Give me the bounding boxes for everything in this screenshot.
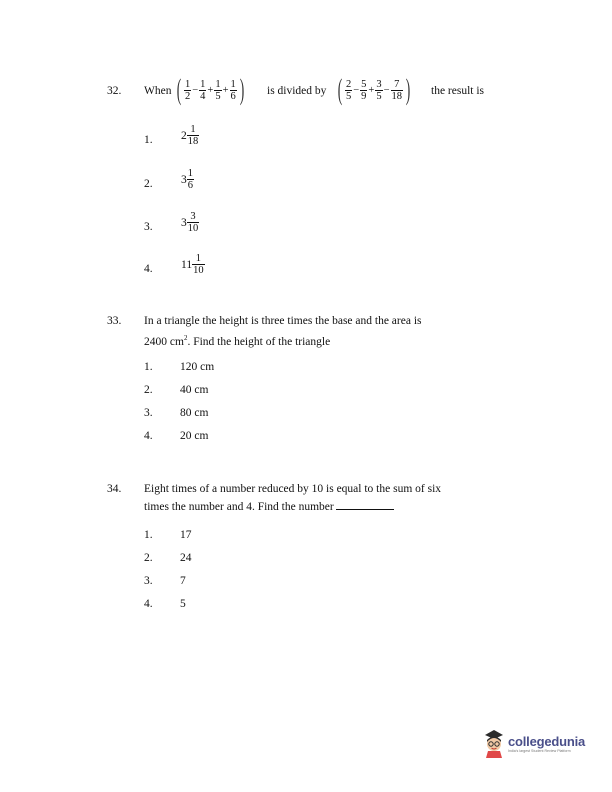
q33-text-line-1: In a triangle the height is three times the base and the area is [144,315,422,327]
fraction: $\frac{1}{6}$ [230,78,236,102]
collegedunia-logo [482,728,585,758]
q34-option-text: 5 [180,598,186,610]
fraction: $\frac{7}{18}$ [391,78,403,102]
q33-option-text: 40 cm [180,384,209,396]
fraction: $\frac{3}{5}$ [376,78,382,102]
q33-option-number: 4. [144,430,153,442]
right-paren: ) [239,73,245,106]
q33-number: 33. [107,315,122,327]
fraction: $\frac{1}{2}$ [185,78,191,102]
q32-expression-2 [335,73,413,106]
fraction: $\frac{1}{5}$ [215,78,221,102]
operator: − [383,84,390,96]
q33-option-number: 2. [144,384,153,396]
operator: − [192,84,199,96]
logo-wordmark: collegedunia [508,733,586,749]
operator: + [368,84,375,96]
q32-option-number: 2. [144,178,153,190]
q32-result-is: the result is [431,85,485,97]
left-paren: ( [176,73,182,106]
fraction: $\frac{5}{9}$ [361,78,367,102]
q33-option-number: 3. [144,407,153,419]
q33-option-number: 1. [144,361,153,373]
operator: − [353,84,360,96]
q32-number: 32. [107,85,122,97]
q32-option-4-value: 11 $\frac{1}{10}$ [181,253,204,276]
q33-option-text: 80 cm [180,407,209,419]
q34-text-line-1: Eight times of a number reduced by 10 is equal to the sum of six [144,483,442,495]
q33-option-text: 120 cm [180,361,215,373]
answer-blank [336,499,394,510]
q33-text-line-2: 2400 $cm^2$. Find the height of the triangle [144,334,331,348]
q32-option-2-value: 3 $\frac{1}{6}$ [181,168,193,191]
operator: + [207,84,214,96]
q34-text-line-2: times the number and 4. Find the number [144,499,394,514]
q32-option-number: 3. [144,221,153,233]
q34-option-text: 24 [180,552,192,564]
fraction: $\frac{2}{5}$ [346,78,352,102]
q34-option-number: 3. [144,575,153,587]
left-paren: ( [337,73,343,106]
q32-option-3-value: 3 $\frac{3}{10}$ [181,211,199,234]
q34-option-number: 4. [144,598,153,610]
q32-expression-1 [174,73,247,106]
q32-option-number: 4. [144,263,153,275]
operator: + [222,84,229,96]
q34-option-number: 1. [144,529,153,541]
q32-option-1-value: 2 $\frac{1}{18}$ [181,124,199,147]
logo-tagline: India's largest Student Review Platform [508,748,571,753]
q33-option-text: 20 cm [180,430,209,442]
student-mascot-icon [482,728,506,758]
q34-number: 34. [107,483,122,495]
q32-divided-by: is divided by [267,85,327,97]
q34-option-text: 17 [180,529,192,541]
q32-option-number: 1. [144,134,153,146]
fraction: $\frac{1}{4}$ [200,78,206,102]
q34-option-text: 7 [180,575,186,587]
q34-option-number: 2. [144,552,153,564]
right-paren: ) [405,73,411,106]
q32-when: When [144,85,172,97]
